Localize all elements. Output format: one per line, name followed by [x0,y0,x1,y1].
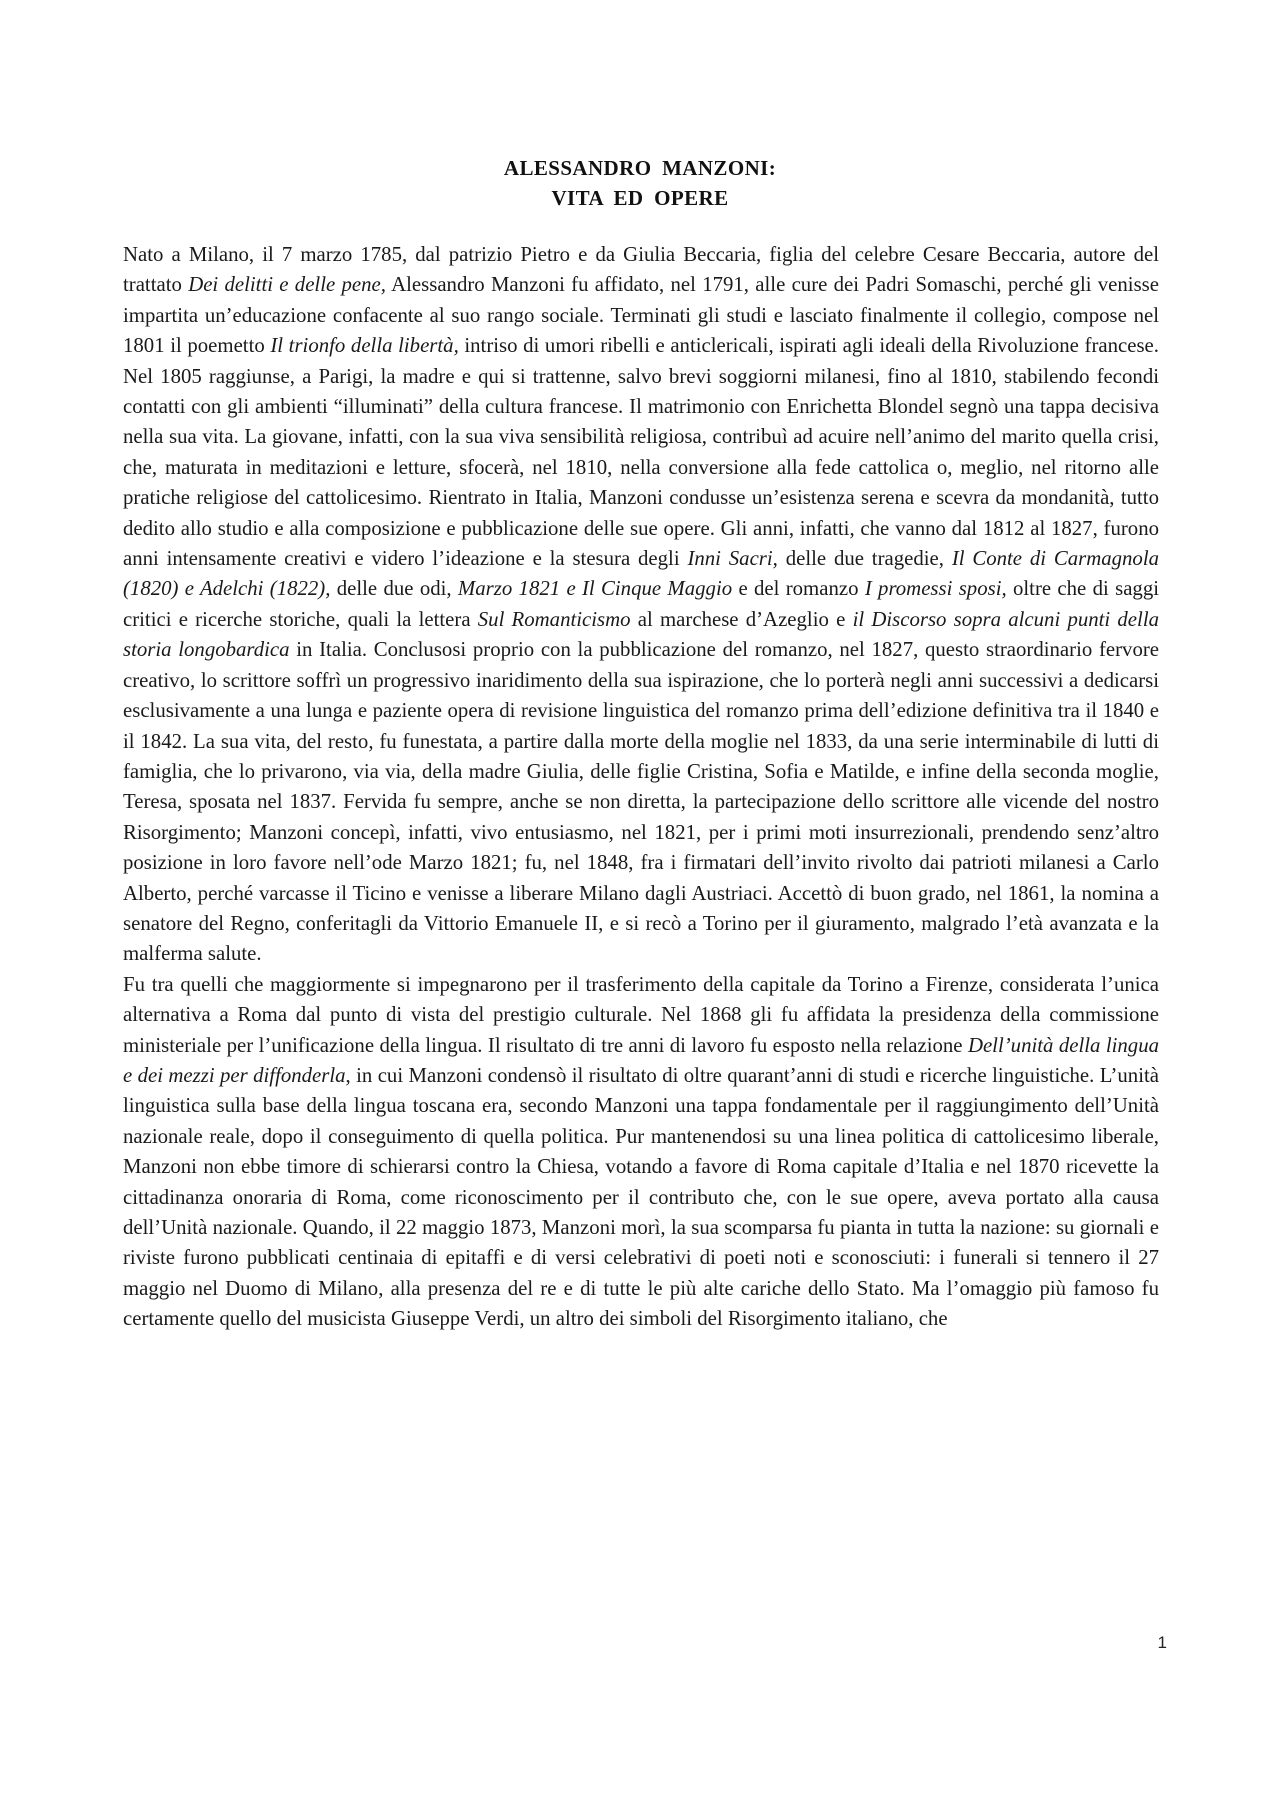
italic-title-odi: Marzo 1821 e Il Cinque Maggio [457,577,733,601]
title-line-2: VITA ED OPERE [551,186,729,210]
document-body [123,240,1159,1335]
title-line-1: ALESSANDRO MANZONI: [503,156,777,180]
text-run: delle due odi, [330,577,458,601]
text-run: Fu tra quelli che maggiormente si impegnarono per il trasferimento della capitale da Torino a Firenze, considerata l’unica alternativa a Roma dal punto di vista del prestigio culturale. Nel 1868 gli fu affidata la presidenza della commissione ministeriale per l’unificazione della lingua. Il risultato di tre anni di lavoro fu esposto nella relazione [123,972,1159,1057]
document-title [0,153,1280,213]
italic-title-romanticismo: Sul Romanticismo [477,607,631,631]
text-run: Nato a Milano, il 7 marzo 1785, dal patrizio Pietro e da Giulia Beccaria, figlia del celebre Cesare Beccaria, autore del trattato [123,243,1159,297]
text-run: al marchese d’Azeglio e [630,607,853,631]
italic-title-il-trionfo: Il trionfo della libertà, [270,334,459,358]
paragraph-1 [123,240,1159,970]
paragraph-2 [123,970,1159,1335]
italic-title-discorso: il Discorso sopra alcuni punti della storia longobardica [123,607,1159,662]
italic-title-unita-lingua: Dell’unità della lingua e dei mezzi per diffonderla [123,1033,1159,1087]
italic-title-inni-sacri: Inni Sacri, [687,547,778,571]
italic-title-dei-delitti: Dei delitti e delle pene, [188,273,386,297]
italic-title-tragedie: Il Conte di Carmagnola (1820) e Adelchi (1822), [123,547,1159,601]
text-run: in Italia. Conclusosi proprio con la pubblicazione del romanzo, nel 1827, questo straordinario fervore creativo, lo scrittore soffrì un progressivo inaridimento della sua ispirazione, che lo porterà negli anni successivi a dedicarsi esclusivamente a una lunga e paziente opera di revisione linguistica del romanzo prima dell’edizione definitiva tra il 1840 e il 1842. La sua vita, del resto, fu funestata, a partire dalla morte della moglie nel 1833, da una serie interminabile di lutti di famiglia, che lo privarono, via via, della madre Giulia, delle figlie Cristina, Sofia e Matilde, e infine della seconda moglie, Teresa, sposata nel 1837. Fervida fu sempre, anche se non diretta, la partecipazione dello scrittore alle vicende del nostro Risorgimento; Manzoni concepì, infatti, vivo entusiasmo, nel 1821, per i primi moti insurrezionali, prendendo senz’altro posizione in loro favore nell’ode Marzo 1821; fu, nel 1848, fra i firmatari dell’invito rivolto dai patrioti milanesi a Carlo Alberto, perché varcasse il Ticino e venisse a liberare Milano dagli Austriaci. Accettò di buon grado, nel 1861, la nomina a senatore del Regno, conferitagli da Vittorio Emanuele II, e si recò a Torino per il giuramento, malgrado l’età avanzata e la malferma salute. [123,638,1159,966]
page-number: 1 [1157,1633,1167,1652]
text-run: intriso di umori ribelli e anticlericali, ispirati agli ideali della Rivoluzione francese. Nel 1805 raggiunse, a Parigi, la madre e qui si trattenne, salvo brevi soggiorni milanesi, fino al 1810, stabilendo fecondi contatti con gli ambienti “illuminati” della cultura francese. Il matrimonio con Enrichetta Blondel segnò una tappa decisiva nella sua vita. La giovane, infatti, con la sua viva sensibilità religiosa, contribuì ad acuire nell’animo del marito quella crisi, che, maturata in meditazioni e letture, sfocerà, nel 1810, nella conversione alla fede cattolica o, meglio, nel ritorno alle pratiche religiose del cattolicesimo. Rientrato in Italia, Manzoni condusse un’esistenza serena e scevra da mondanità, tutto dedito allo studio e alla composizione e pubblicazione delle sue opere. Gli anni, infatti, che vanno dal 1812 al 1827, furono anni intensamente creativi e videro l’ideazione e la stesura degli [123,334,1159,571]
text-run: oltre che di saggi critici e ricerche storiche, quali la lettera [123,577,1159,631]
text-run: , in cui Manzoni condensò il risultato di oltre quarant’anni di studi e ricerche linguistiche. L’unità linguistica sulla base della lingua toscana era, secondo Manzoni una tappa fondamentale per il raggiungimento dell’Unità nazionale reale, dopo il conseguimento di quella politica. Pur mantenendosi su una linea politica di cattolicesimo liberale, Manzoni non ebbe timore di schierarsi contro la Chiesa, votando a favore di Roma capitale d’Italia e nel 1870 ricevette la cittadinanza onoraria di Roma, come riconoscimento per il contributo che, con le sue opere, aveva portato alla causa dell’Unità nazionale. Quando, il 22 maggio 1873, Manzoni morì, la sua scomparsa fu pianta in tutta la nazione: su giornali e riviste furono pubblicati centinaia di epitaffi e di versi celebrativi di poeti noti e sconosciuti: i funerali si tennero il 27 maggio nel Duomo di Milano, alla presenza del re e di tutte le più alte cariche dello Stato. Ma l’omaggio più famoso fu certamente quello del musicista Giuseppe Verdi, un altro dei simboli del Risorgimento italiano, che [123,1063,1159,1331]
italic-title-promessi-sposi: I promessi sposi, [864,577,1007,601]
text-run: delle due tragedie, [777,547,952,571]
text-run: Alessandro Manzoni fu affidato, nel 1791, alle cure dei Padri Somaschi, perché gli venisse impartita un’educazione confacente al suo rango sociale. Terminati gli studi e lasciato finalmente il collegio, compose nel 1801 il poemetto [123,273,1160,358]
text-run: e del romanzo [732,577,865,601]
